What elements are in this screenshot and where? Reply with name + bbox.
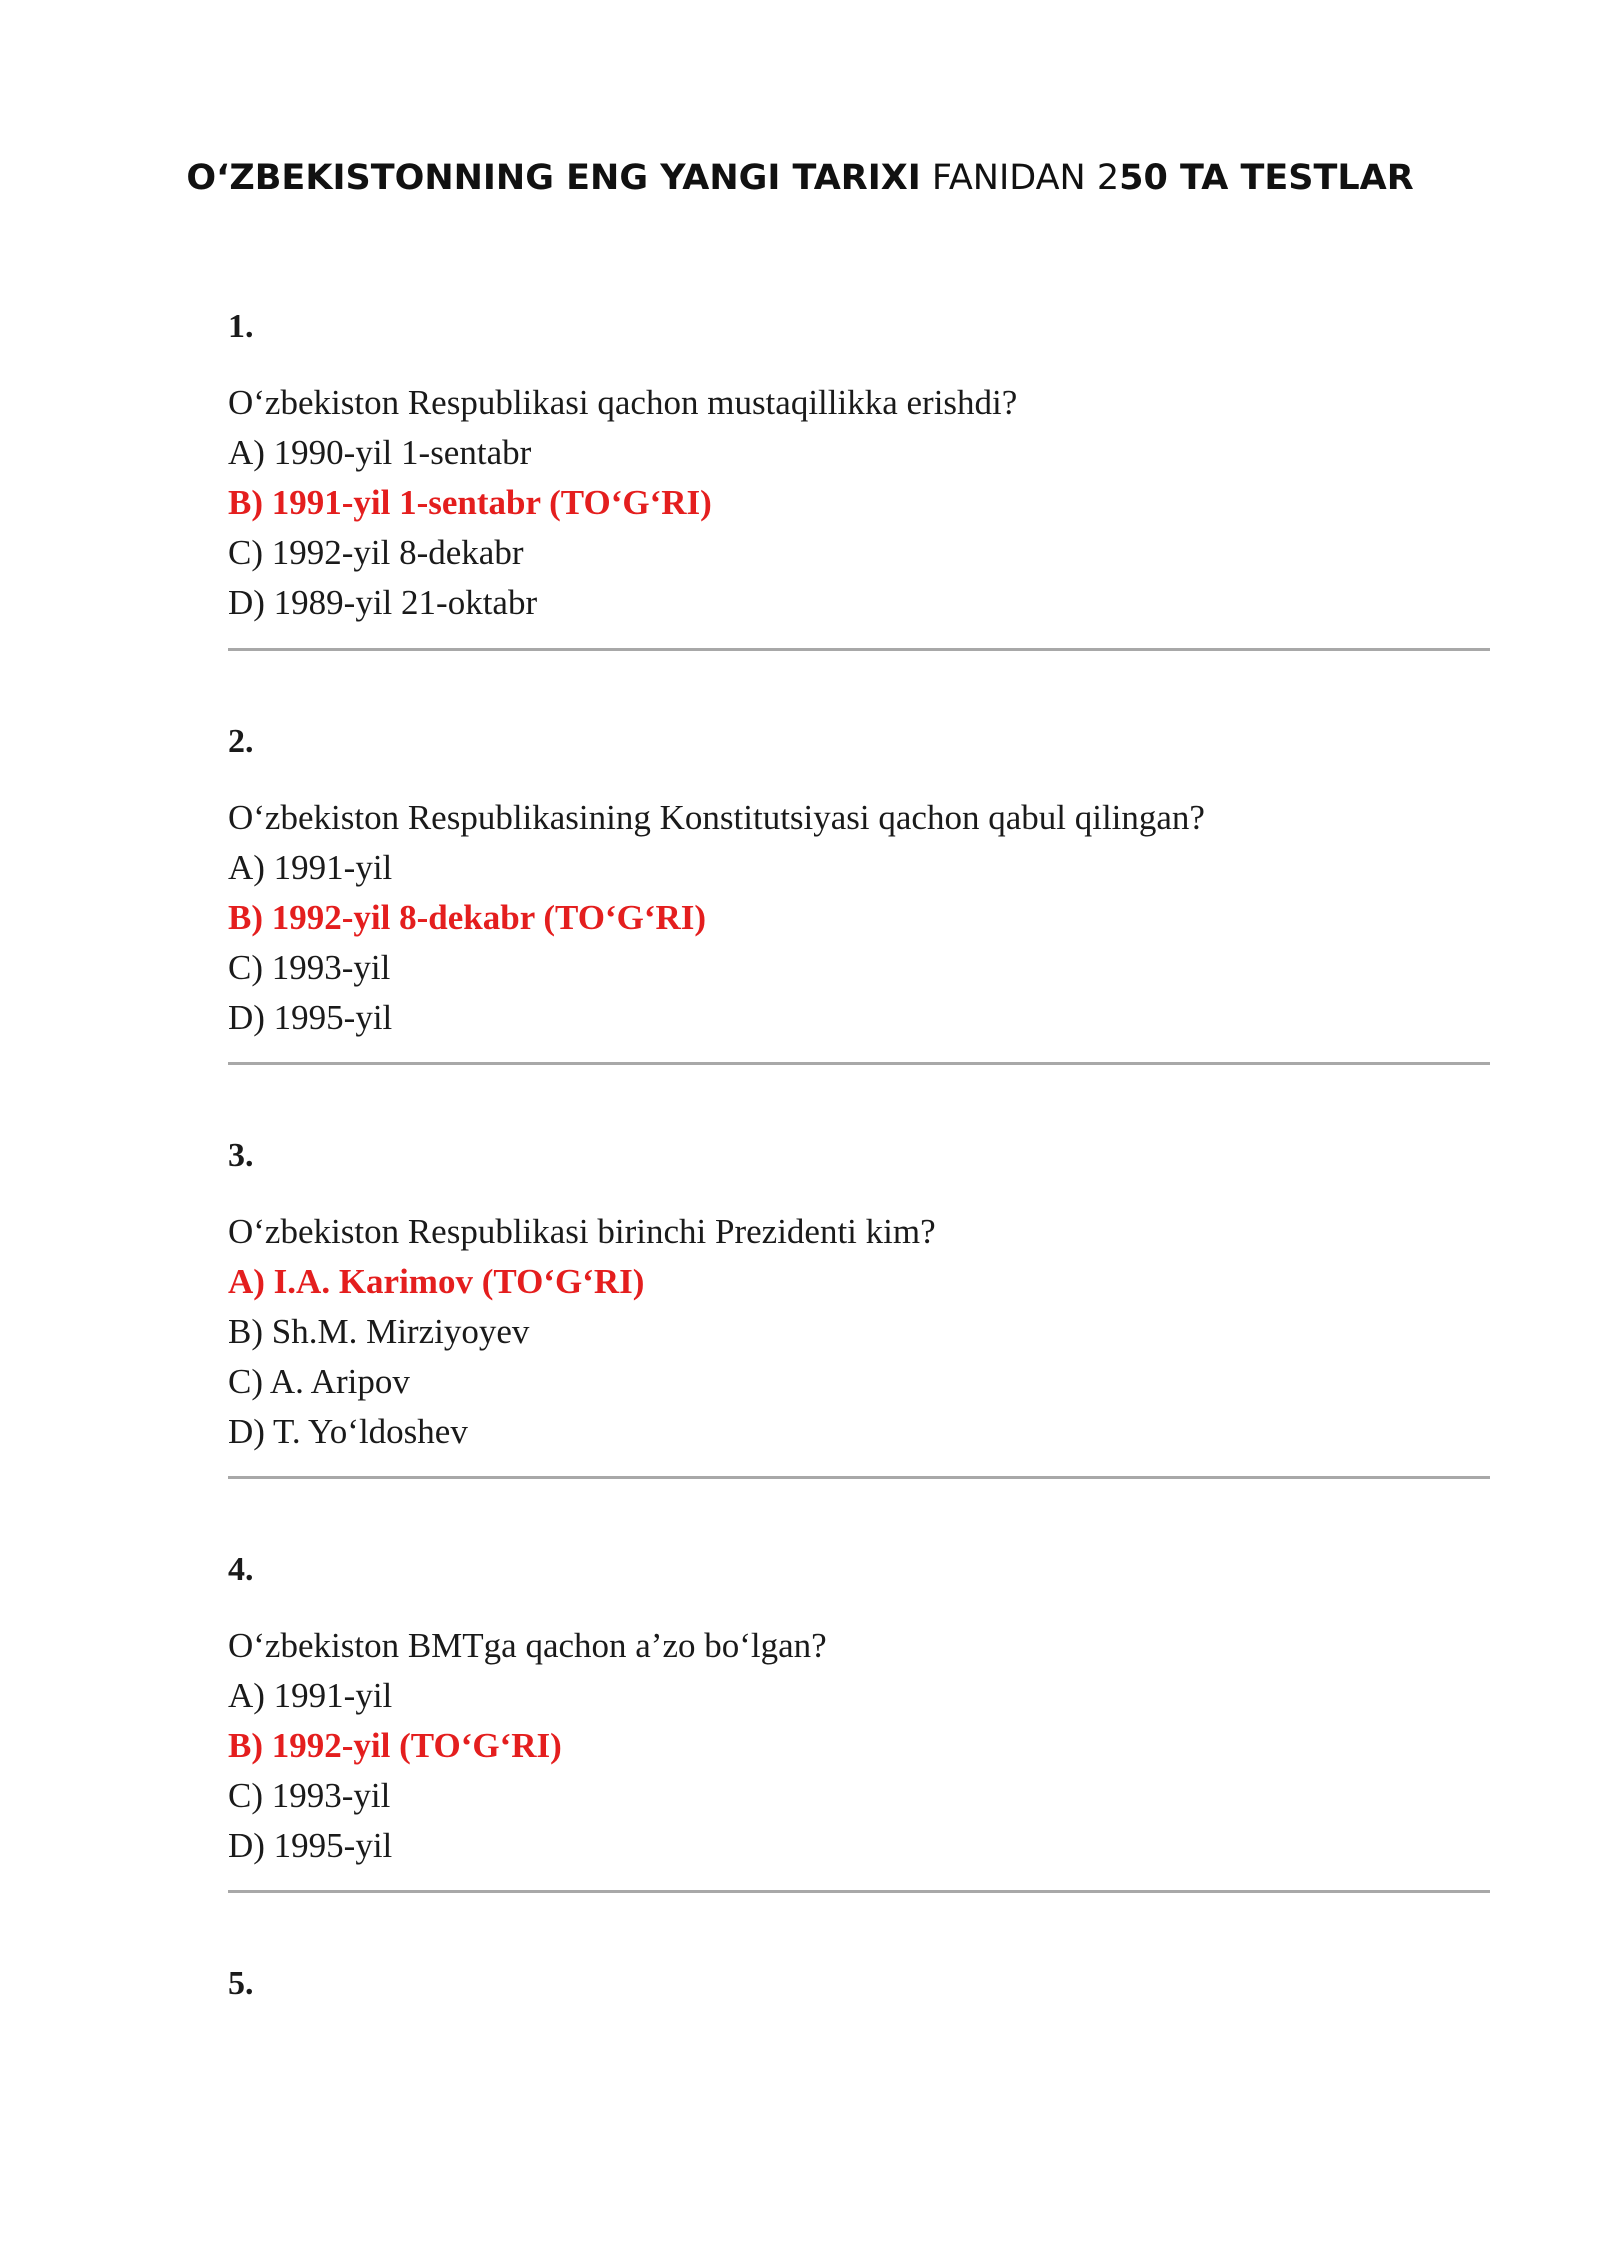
answer-option-a-correct: A) I.A. Karimov (TO‘G‘RI): [228, 1262, 645, 1301]
question-2: [228, 722, 1490, 1043]
question-number: 2.: [228, 723, 254, 760]
document-title: [0, 156, 1600, 200]
question-5: [228, 1964, 1490, 2004]
answer-option-d: D) 1995-yil: [228, 998, 393, 1037]
answer-option-b: B) Sh.M. Mirziyoyev: [228, 1312, 530, 1351]
answer-option-b-correct: B) 1991-yil 1-sentabr (TO‘G‘RI): [228, 483, 712, 522]
answer-option-b-correct: B) 1992-yil 8-dekabr (TO‘G‘RI): [228, 898, 707, 937]
question-3: [228, 1136, 1490, 1457]
question-number: 1.: [228, 308, 254, 345]
answer-option-c: C) 1993-yil: [228, 1776, 391, 1815]
answer-option-a: A) 1991-yil: [228, 848, 393, 887]
answer-option-d: D) 1989-yil 21-oktabr: [228, 583, 538, 622]
answer-option-b-correct: B) 1992-yil (TO‘G‘RI): [228, 1726, 562, 1765]
question-divider: [228, 648, 1490, 651]
title-bold-part: O‘ZBEKISTONNING ENG YANGI TARIXI: [186, 158, 921, 198]
question-divider: [228, 1062, 1490, 1065]
question-1: [228, 307, 1490, 628]
question-divider: [228, 1890, 1490, 1893]
question-4: [228, 1550, 1490, 1871]
question-number: 5.: [228, 1965, 254, 2002]
answer-option-d: D) 1995-yil: [228, 1826, 393, 1865]
question-number: 3.: [228, 1137, 254, 1174]
answer-option-a: A) 1991-yil: [228, 1676, 393, 1715]
answer-option-c: C) 1992-yil 8-dekabr: [228, 533, 524, 572]
answer-option-d: D) T. Yo‘ldoshev: [228, 1412, 468, 1451]
question-divider: [228, 1476, 1490, 1479]
answer-option-c: C) 1993-yil: [228, 948, 391, 987]
title-normal-part: FANIDAN 2: [920, 158, 1120, 198]
question-text: O‘zbekiston Respublikasining Konstitutsiyasi qachon qabul qilingan?: [228, 798, 1205, 837]
answer-option-a: A) 1990-yil 1-sentabr: [228, 433, 532, 472]
title-bold-tail: 50 TA TESTLAR: [1119, 158, 1414, 198]
question-text: O‘zbekiston BMTga qachon a’zo bo‘lgan?: [228, 1626, 827, 1665]
question-number: 4.: [228, 1551, 254, 1588]
question-text: O‘zbekiston Respublikasi birinchi Prezidenti kim?: [228, 1212, 936, 1251]
answer-option-c: C) A. Aripov: [228, 1362, 410, 1401]
question-text: O‘zbekiston Respublikasi qachon mustaqillikka erishdi?: [228, 383, 1018, 422]
